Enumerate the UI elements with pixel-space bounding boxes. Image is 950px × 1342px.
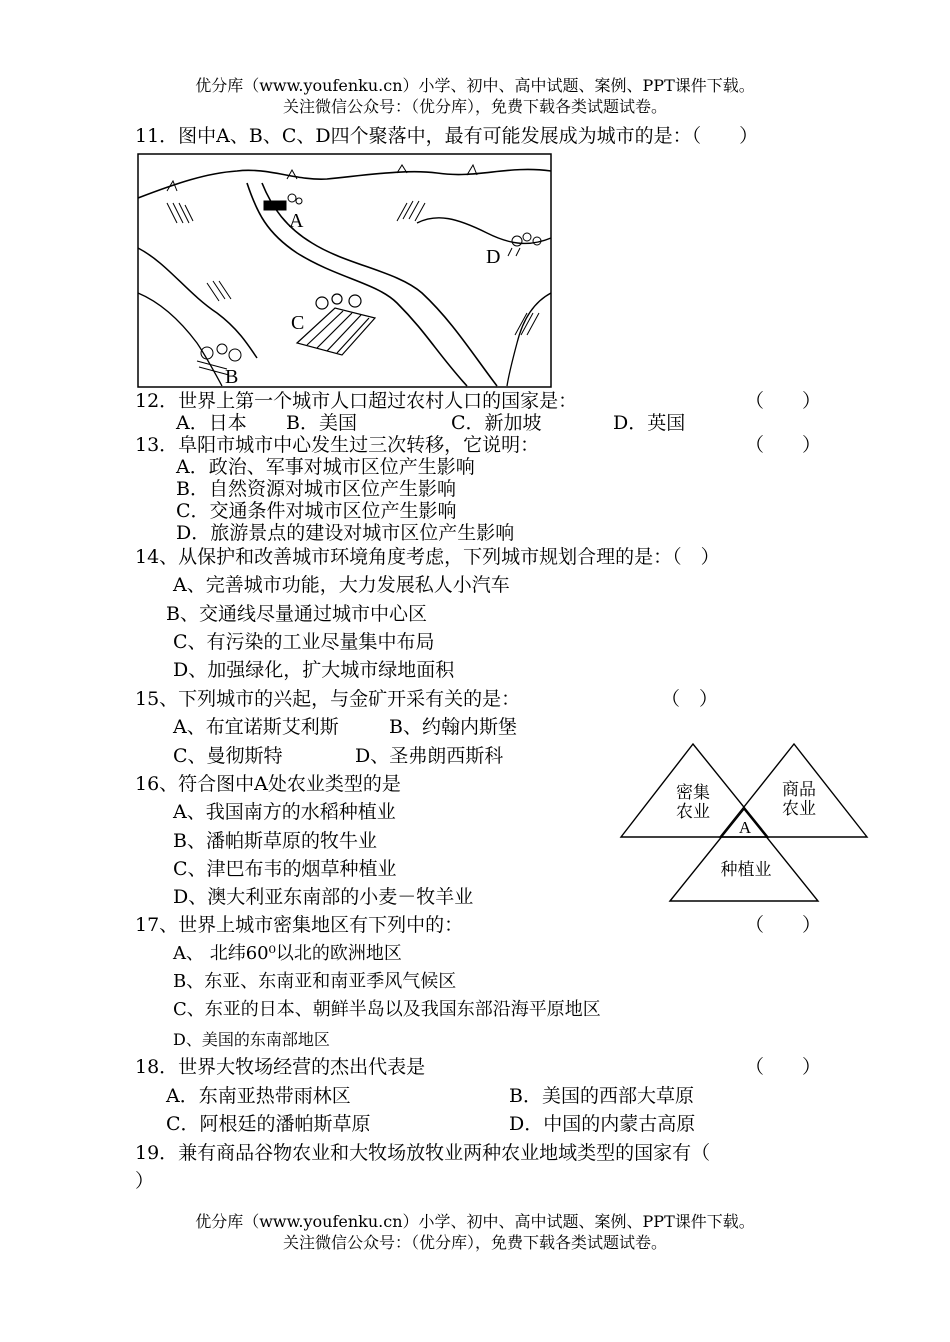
venn-left-line2: 农业 bbox=[676, 802, 710, 822]
q12-option-c: C．新加坡 bbox=[451, 412, 542, 434]
q18-answer-paren: （ ） bbox=[745, 1056, 822, 1078]
q12-stem: 12．世界上第一个城市人口超过农村人口的国家是： bbox=[135, 390, 578, 412]
q18-option-d: D．中国的内蒙古高原 bbox=[509, 1113, 696, 1135]
q18-option-c: C．阿根廷的潘帕斯草原 bbox=[166, 1113, 371, 1135]
map-label-a: A bbox=[289, 210, 304, 232]
q17-option-b: B、东亚、东南亚和南亚季风气候区 bbox=[173, 971, 457, 992]
q15-option-b: B、约翰内斯堡 bbox=[389, 716, 517, 738]
q12-answer-paren: （ ） bbox=[745, 390, 822, 412]
venn-right-line2: 农业 bbox=[782, 799, 816, 819]
q12-option-d: D．英国 bbox=[613, 412, 686, 434]
venn-left-line1: 密集 bbox=[676, 783, 710, 803]
q12-option-b: B．美国 bbox=[286, 412, 357, 434]
agriculture-venn-diagram bbox=[618, 741, 870, 903]
header-line-1: 优分库（www.youfenku.cn）小学、初中、高中试题、案例、PPT课件下载。 bbox=[195, 76, 755, 95]
q16-option-a: A、我国南方的水稻种植业 bbox=[173, 801, 396, 823]
q17-option-a: A、 北纬60⁰以北的欧洲地区 bbox=[173, 943, 402, 964]
venn-right-line1: 商品 bbox=[782, 780, 816, 800]
q14-stem: 14、从保护和改善城市环境角度考虑，下列城市规划合理的是：（ ） bbox=[135, 546, 720, 568]
q18-option-b: B．美国的西部大草原 bbox=[509, 1085, 694, 1107]
q15-answer-paren: （ ） bbox=[661, 688, 719, 710]
q13-option-a: A．政治、军事对城市区位产生影响 bbox=[176, 456, 475, 478]
q17-answer-paren: （ ） bbox=[745, 914, 822, 936]
venn-bottom-label: 种植业 bbox=[720, 860, 772, 880]
q18-stem: 18．世界大牧场经营的杰出代表是 bbox=[135, 1056, 426, 1078]
q16-option-c: C、津巴布韦的烟草种植业 bbox=[173, 858, 397, 880]
q16-option-b: B、潘帕斯草原的牧牛业 bbox=[173, 830, 377, 852]
q14-option-b: B、交通线尽量通过城市中心区 bbox=[166, 603, 427, 625]
q12-option-a: A．日本 bbox=[176, 412, 247, 434]
q19-stem-continued: ） bbox=[135, 1170, 155, 1192]
map-label-c: C bbox=[291, 312, 305, 334]
q13-stem: 13．阜阳市城市中心发生过三次转移，它说明： bbox=[135, 434, 540, 456]
q16-stem: 16、符合图中A处农业类型的是 bbox=[135, 773, 401, 795]
venn-center-label: A bbox=[738, 818, 752, 837]
q11-settlement-map bbox=[137, 153, 552, 388]
map-label-b: B bbox=[225, 366, 239, 388]
q13-option-c: C．交通条件对城市区位产生影响 bbox=[176, 500, 457, 522]
map-label-d: D bbox=[486, 246, 501, 268]
q14-option-c: C、有污染的工业尽量集中布局 bbox=[173, 631, 435, 653]
q15-option-a: A、布宜诺斯艾利斯 bbox=[173, 716, 339, 738]
q11-stem: 11．图中A、B、C、D四个聚落中，最有可能发展成为城市的是：（ ） bbox=[135, 125, 759, 147]
q13-answer-paren: （ ） bbox=[745, 434, 822, 456]
q15-stem: 15、下列城市的兴起，与金矿开采有关的是： bbox=[135, 688, 521, 710]
q14-option-a: A、完善城市功能，大力发展私人小汽车 bbox=[173, 574, 510, 596]
q15-option-d: D、圣弗朗西斯科 bbox=[355, 745, 504, 767]
footer-line-1: 优分库（www.youfenku.cn）小学、初中、高中试题、案例、PPT课件下载。 bbox=[195, 1212, 755, 1231]
footer-line-2: 关注微信公众号：（优分库），免费下载各类试题试卷。 bbox=[282, 1233, 667, 1252]
q17-option-c: C、东亚的日本、朝鲜半岛以及我国东部沿海平原地区 bbox=[173, 999, 601, 1020]
q15-option-c: C、曼彻斯特 bbox=[173, 745, 283, 767]
q16-option-d: D、澳大利亚东南部的小麦－牧羊业 bbox=[173, 886, 474, 908]
q19-stem: 19．兼有商品谷物农业和大牧场放牧业两种农业地域类型的国家有（ bbox=[135, 1142, 711, 1164]
q17-option-d: D、美国的东南部地区 bbox=[173, 1030, 330, 1049]
header-line-2: 关注微信公众号：（优分库），免费下载各类试题试卷。 bbox=[282, 97, 667, 116]
q18-option-a: A．东南亚热带雨林区 bbox=[166, 1085, 351, 1107]
q17-stem: 17、世界上城市密集地区有下列中的： bbox=[135, 914, 464, 936]
q13-option-d: D．旅游景点的建设对城市区位产生影响 bbox=[176, 522, 515, 544]
q14-option-d: D、加强绿化，扩大城市绿地面积 bbox=[173, 659, 455, 681]
q13-option-b: B．自然资源对城市区位产生影响 bbox=[176, 478, 456, 500]
